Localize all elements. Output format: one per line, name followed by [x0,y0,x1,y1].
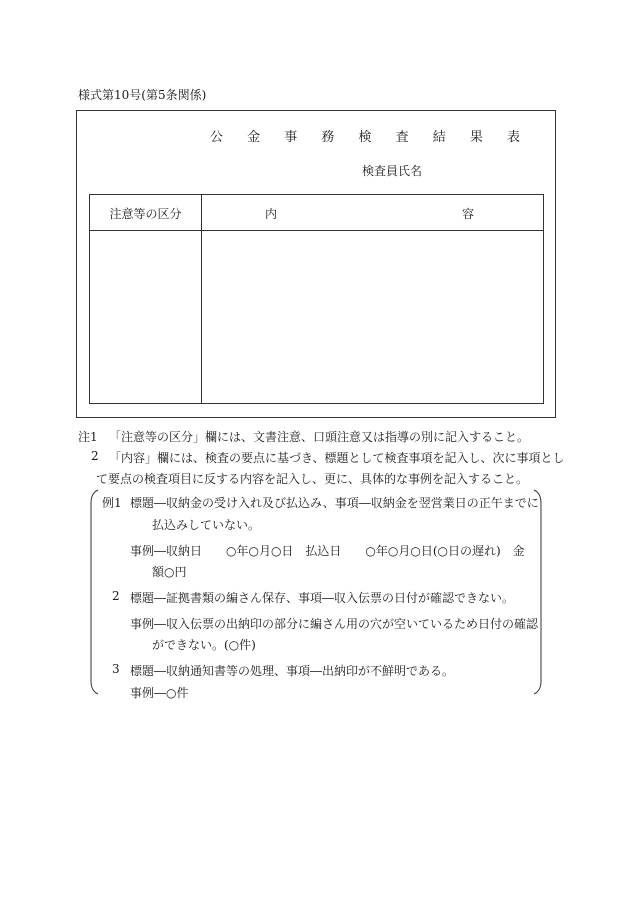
header-content-first-char: 内 [265,207,278,221]
example-1-case-line1: 事例―収納日 ○年○月○日 払込日 ○年○月○日(○日の遅れ) 金 [130,544,525,558]
example-1-label: 例1 [102,496,122,510]
inspector-name-label: 検査員氏名 [362,164,423,178]
note-1-text: 「注意等の区分」欄には、文書注意、口頭注意又は指導の別に記入すること。 [109,430,530,444]
example-3-case: 事例―○件 [130,686,189,700]
example-2-title: 標題―証拠書類の編さん保存、事項―収入伝票の日付が確認できない。 [130,591,515,605]
left-bracket [88,489,100,695]
example-1-case-line2: 額○円 [152,565,187,579]
header-content-second-char: 容 [462,207,475,221]
example-3-title: 標題―収納通知書等の処理、事項―出納印が不鮮明である。 [130,664,455,678]
example-1-title-line2: 払込みしていない。 [152,518,261,532]
example-2-label: 2 [112,589,120,603]
note-2-label: 2 [91,449,99,463]
example-2-case-line1: 事例―収入伝票の出納印の部分に編さん用の穴が空いているため日付の確認 [130,617,539,631]
right-bracket [532,489,544,695]
form-title: 公 金 事 務 検 査 結 果 表 [210,130,531,145]
content-cell [202,231,543,403]
note-1-label: 注1 [78,430,98,444]
note-2-text-line2: て要点の検査項目に反する内容を記入し、更に、具体的な事例を記入すること。 [96,472,529,486]
example-2-case-line2: ができない。(○件) [152,638,256,652]
result-table [89,194,544,404]
example-3-label: 3 [112,662,120,676]
form-number: 様式第10号(第5条関係) [78,88,207,102]
header-category: 注意等の区分 [109,207,182,221]
category-cell [90,231,201,403]
note-2-text-line1: 「内容」欄には、検査の要点に基づき、標題として検査事項を記入し、次に事項とし [109,451,565,465]
example-1-title-line1: 標題―収納金の受け入れ及び払込み、事項―収納金を翌営業日の正午までに [130,496,539,510]
